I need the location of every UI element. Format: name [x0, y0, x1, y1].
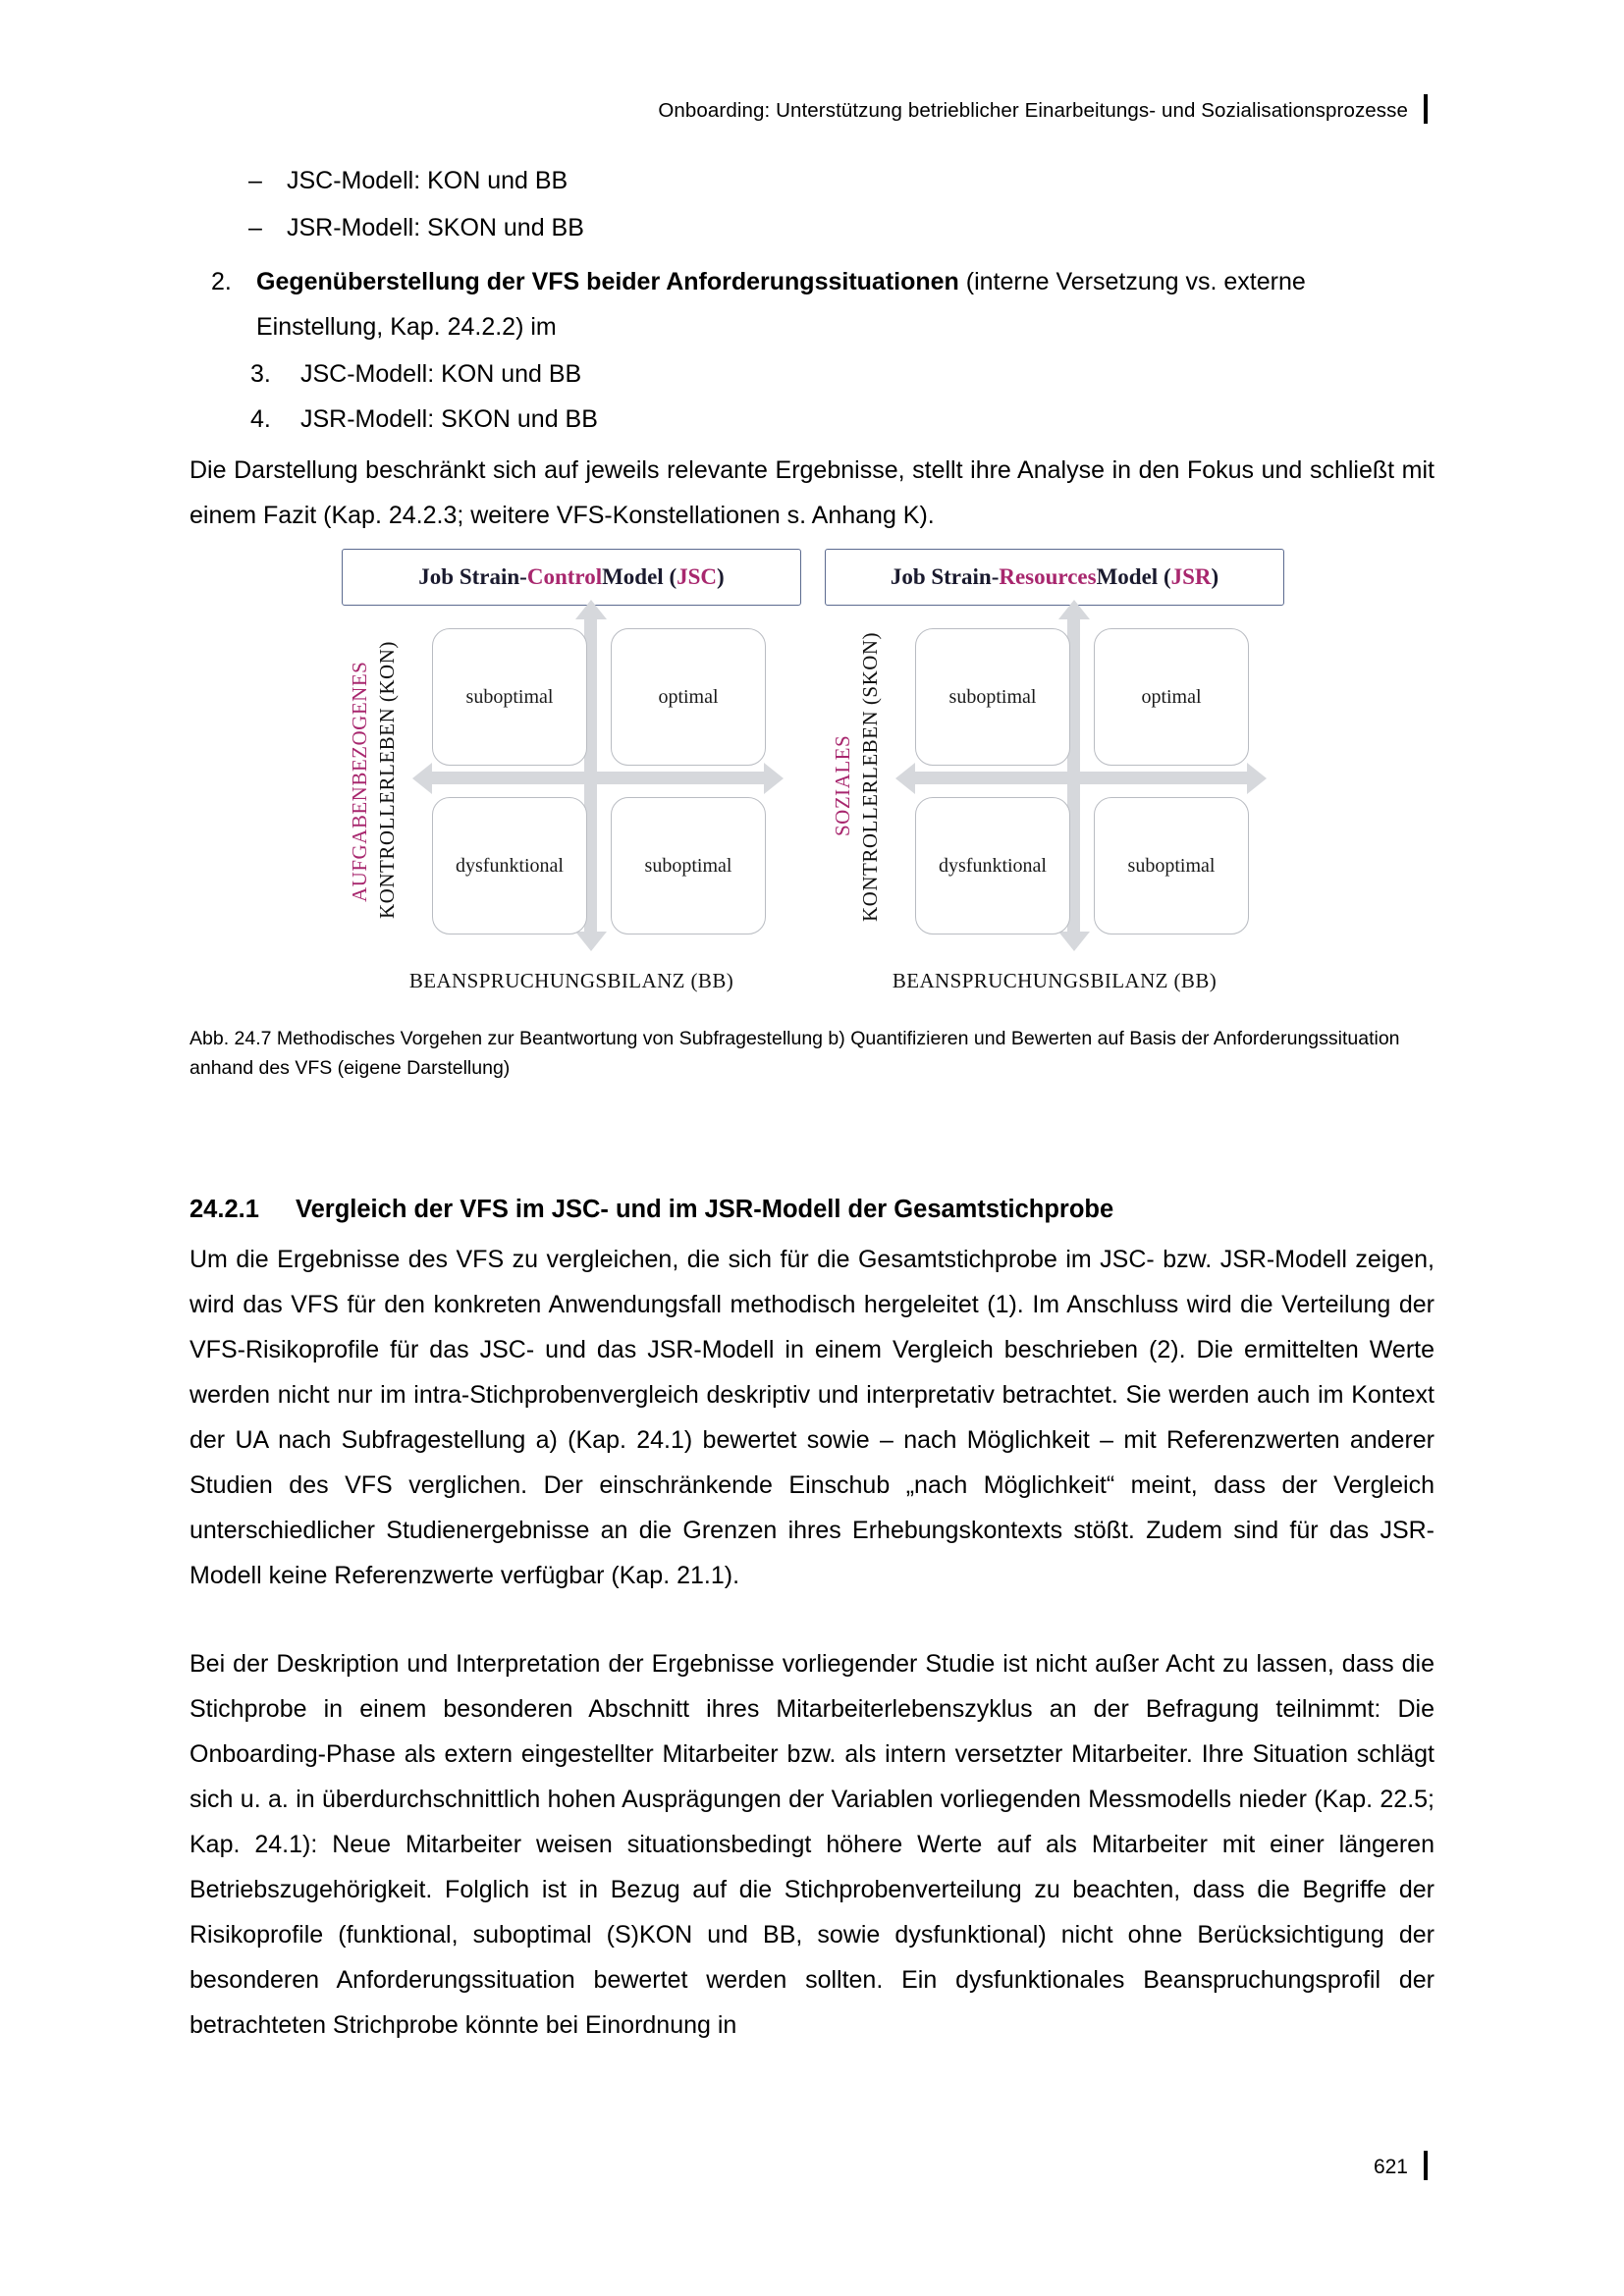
model-jsc-title-post: )	[717, 564, 725, 589]
page-number: 621	[1373, 2156, 1408, 2178]
model-jsr-title-mid: Model (	[1096, 564, 1171, 589]
model-jsr-title-post: )	[1211, 564, 1219, 589]
list-item-label: JSR-Modell: SKON und BB	[300, 405, 598, 433]
model-jsc-y-axis-sublabel	[375, 604, 400, 957]
arrow-head-down-icon	[575, 932, 607, 951]
section-number: 24.2.1	[189, 1196, 259, 1223]
list-item	[189, 204, 1435, 251]
list-item-label: JSR-Modell: SKON und BB	[287, 214, 584, 241]
numbered-item-marker: 2.	[211, 268, 232, 295]
model-jsc-quadrants	[432, 628, 766, 934]
model-jsc-title-accent: Control	[526, 564, 603, 589]
arrow-head-left-icon	[412, 763, 432, 794]
section-heading	[189, 1188, 1435, 1231]
model-jsc-x-axis-label: BEANSPRUCHUNGSBILANZ (BB)	[408, 969, 734, 992]
arrow-head-right-icon	[764, 763, 784, 794]
figure-24-7	[189, 535, 1435, 1085]
section-title: Vergleich der VFS im JSC- und im JSR-Modell der Gesamtstichprobe	[296, 1196, 1114, 1223]
model-jsr-x-axis-label: BEANSPRUCHUNGSBILANZ (BB)	[892, 969, 1218, 992]
model-jsc-y-axis-rest: KONTROLLERLEBEN (KON)	[375, 641, 399, 920]
list-item	[189, 397, 1435, 442]
model-jsr	[825, 535, 1284, 1021]
section-24-2-1	[189, 1188, 1435, 2048]
running-head-rule	[1424, 94, 1428, 124]
list-item-label: JSC-Modell: KON und BB	[300, 360, 582, 388]
model-jsr-y-axis-accent: SOZIALES	[831, 734, 854, 836]
numbered-item-2	[189, 259, 1435, 349]
quadrant-bottom-right: suboptimal	[1094, 797, 1249, 934]
model-jsr-title	[825, 549, 1284, 606]
numbered-item-rest: (interne Versetzung vs. externe Einstellung, Kap. 24.2.2) im	[256, 268, 1306, 341]
quadrant-top-right: optimal	[611, 628, 766, 766]
arrow-head-up-icon	[1058, 600, 1090, 619]
model-jsr-quadrants	[915, 628, 1249, 934]
model-jsr-y-axis-label	[831, 682, 855, 888]
model-jsc-title-pre: Job Strain-	[418, 564, 527, 589]
quadrant-top-left: suboptimal	[432, 628, 587, 766]
list-item	[189, 351, 1435, 397]
model-jsc-y-axis-label	[348, 625, 372, 937]
model-jsr-title-pre: Job Strain-	[890, 564, 1000, 589]
model-jsc-title	[342, 549, 801, 606]
dash-marker: –	[248, 214, 262, 241]
top-content-block	[189, 157, 1435, 538]
quadrant-bottom-right: suboptimal	[611, 797, 766, 934]
intro-paragraph: Die Darstellung beschränkt sich auf jeweils relevante Ergebnisse, stellt ihre Analyse in den Fokus und schließt mit einem Fazit (Kap. 24.2.3; weitere VFS-Konstellationen s. Anhang K).	[189, 456, 1435, 529]
figure-models-container	[342, 535, 1284, 1021]
sub-numbered-list	[189, 351, 1435, 442]
list-item-label: JSC-Modell: KON und BB	[287, 167, 568, 194]
section-paragraph-2: Bei der Deskription und Interpretation der Ergebnisse vorliegender Studie ist nicht außer Acht zu lassen, dass die Stichprobe in einem besonderen Abschnitt ihres Mitarbeiterlebenszyklus an der Befragung teilnimmt: Die Onboarding-Phase als extern eingestellter Mitarbeiter bzw. als intern versetzter Mitarbeiter. Ihre Situation schlägt sich u. a. in überdurchschnittlich hohen Ausprägungen der Variablen vorliegenden Messmodells nieder (Kap. 22.5; Kap. 24.1): Neue Mitarbeiter weisen situationsbedingt höhere Werte auf als Mitarbeiter mit einer längeren Betriebszugehörigkeit. Folglich ist in Bezug auf die Stichprobenverteilung zu beachten, dass die Begriffe der Risikoprofile (funktional, suboptimal (S)KON und BB, sowie dysfunktional) nicht ohne Berücksichtigung der besonderen Anforderungssituation bewertet werden sollten. Ein dysfunktionales Beanspruchungsprofil der betrachteten Strichprobe könnte bei Einordnung in	[189, 1650, 1435, 2039]
model-jsr-title-accent2: JSR	[1170, 564, 1212, 589]
list-item-number: 3.	[250, 360, 271, 388]
quadrant-top-right: optimal	[1094, 628, 1249, 766]
model-jsr-y-axis-rest: KONTROLLERLEBEN (SKON)	[858, 631, 882, 922]
numbered-item-bold-label: Gegenüberstellung der VFS beider Anforderungssituationen	[256, 268, 959, 295]
running-head	[0, 94, 1624, 124]
page-footer	[0, 2151, 1624, 2180]
model-jsc-title-mid: Model (	[602, 564, 677, 589]
model-jsc-y-axis-accent: AUFGABENBEZOGENES	[348, 661, 371, 902]
model-jsc	[342, 535, 801, 1021]
arrow-head-down-icon	[1058, 932, 1090, 951]
dash-marker: –	[248, 167, 262, 194]
arrow-head-up-icon	[575, 600, 607, 619]
dash-list	[189, 157, 1435, 251]
model-jsr-y-axis-sublabel	[858, 596, 883, 957]
arrow-head-left-icon	[895, 763, 915, 794]
model-jsr-title-accent: Resources	[999, 564, 1097, 589]
list-item	[189, 157, 1435, 204]
quadrant-bottom-left: dysfunktional	[915, 797, 1070, 934]
section-paragraph-1: Um die Ergebnisse des VFS zu vergleichen, die sich für die Gesamtstichprobe im JSC- bzw. JSR-Modell zeigen, wird das VFS für den konkreten Anwendungsfall methodisch hergeleitet (1). Im Anschluss wird die Verteilung der VFS-Risikoprofile für das JSC- und das JSR-Modell in einem Vergleich beschrieben (2). Die ermittelten Werte werden nicht nur im intra-Stichprobenvergleich deskriptiv und interpretativ betrachtet. Sie werden auch im Kontext der UA nach Subfragestellung a) (Kap. 24.1) bewertet sowie – nach Möglichkeit – mit Referenzwerten anderer Studien des VFS verglichen. Der einschränkende Einschub „nach Möglichkeit“ meint, dass der Vergleich unterschiedlicher Studienergebnisse an die Grenzen ihres Erhebungskontexts stößt. Zudem sind für das JSR-Modell keine Referenzwerte verfügbar (Kap. 21.1).	[189, 1246, 1435, 1589]
figure-caption: Abb. 24.7 Methodisches Vorgehen zur Beantwortung von Subfragestellung b) Quantifizieren und Bewerten auf Basis der Anforderungssituation anhand des VFS (eigene Darstellung)	[189, 1028, 1400, 1079]
list-item-number: 4.	[250, 405, 271, 433]
quadrant-bottom-left: dysfunktional	[432, 797, 587, 934]
running-head-text: Onboarding: Unterstützung betrieblicher Einarbeitungs- und Sozialisationsprozesse	[658, 99, 1408, 122]
model-jsc-title-accent2: JSC	[677, 564, 718, 589]
footer-rule	[1424, 2151, 1428, 2180]
quadrant-top-left: suboptimal	[915, 628, 1070, 766]
arrow-head-right-icon	[1247, 763, 1267, 794]
